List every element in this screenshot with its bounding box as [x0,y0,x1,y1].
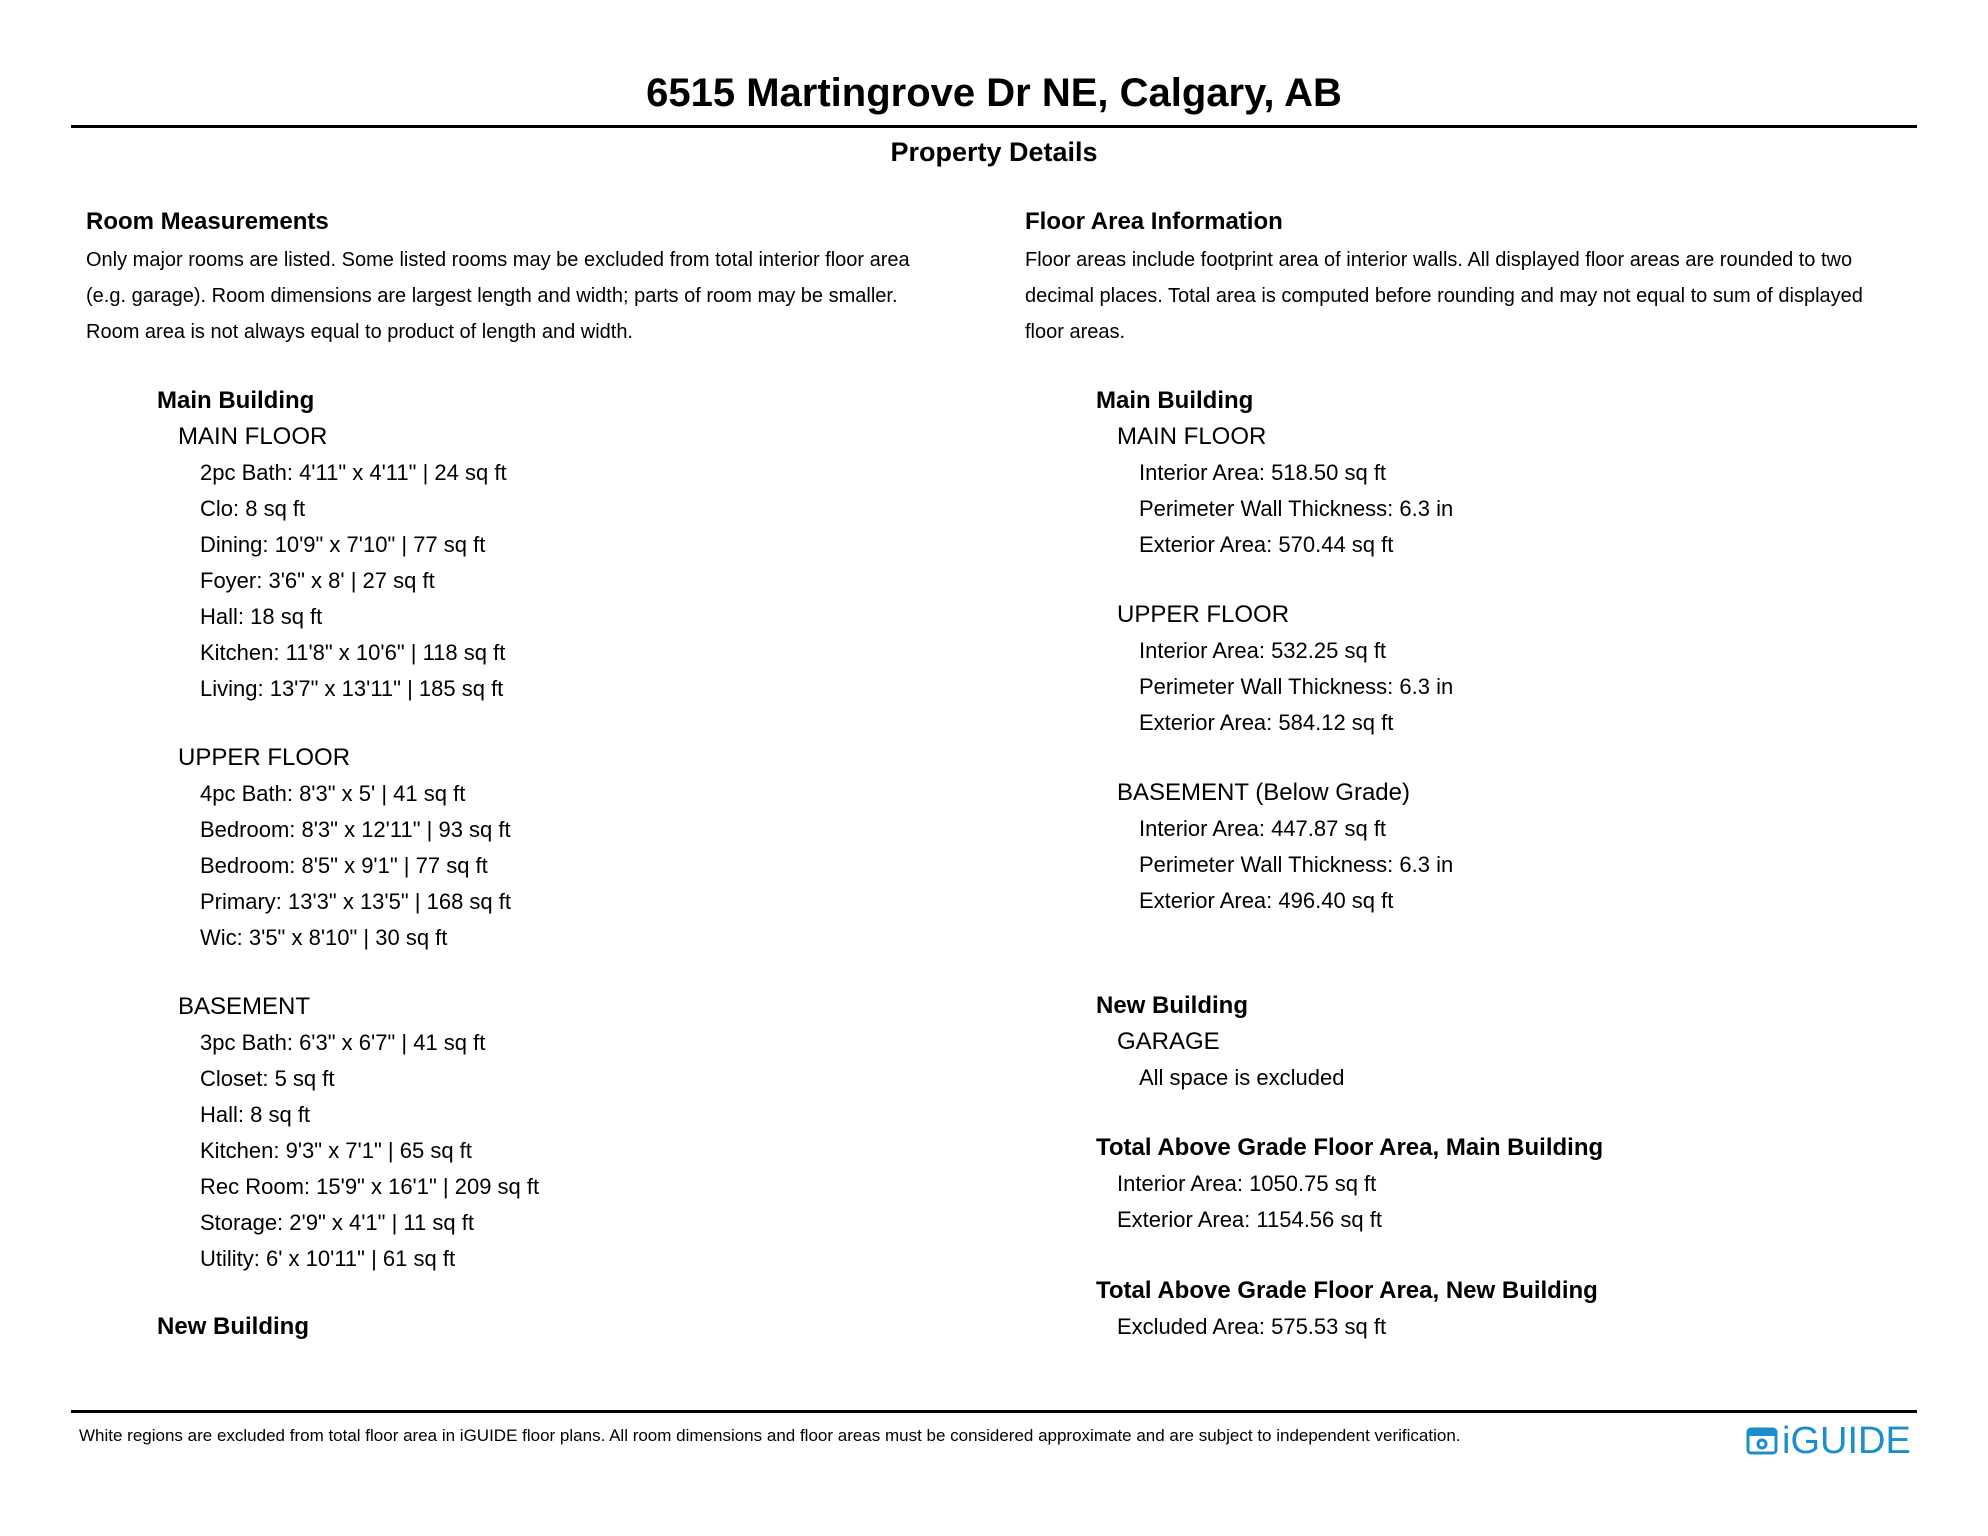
total-new-building-heading: Total Above Grade Floor Area, New Building [1096,1277,1598,1304]
room-measurements-description [86,242,1016,350]
description-line: Floor areas include footprint area of interior walls. All displayed floor areas are rounded to two [1025,249,1853,271]
room-item: Utility: 6' x 10'11" | 61 sq ft [200,1246,456,1271]
page-title: 6515 Martingrove Dr NE, Calgary, AB [646,71,1342,115]
room-item: Kitchen: 9'3" x 7'1" | 65 sq ft [200,1138,472,1163]
area-item: Perimeter Wall Thickness: 6.3 in [1139,674,1454,699]
room-item: Clo: 8 sq ft [200,496,306,521]
floor-area-heading: Floor Area Information [1025,208,1283,235]
floor-label-upper: UPPER FLOOR [178,744,351,771]
area-item: Interior Area: 1050.75 sq ft [1117,1171,1377,1196]
area-item: Exterior Area: 570.44 sq ft [1139,532,1394,557]
floor-label-main: MAIN FLOOR [178,423,328,450]
area-item: Interior Area: 532.25 sq ft [1139,638,1387,663]
new-building-heading: New Building [1096,992,1248,1019]
room-item: Bedroom: 8'5" x 9'1" | 77 sq ft [200,853,488,878]
area-item: Interior Area: 518.50 sq ft [1139,460,1387,485]
area-item: Exterior Area: 584.12 sq ft [1139,710,1394,735]
floor-label-garage: GARAGE [1117,1028,1220,1055]
room-item: Closet: 5 sq ft [200,1066,335,1091]
description-line: (e.g. garage). Room dimensions are largest length and width; parts of room may be smaller. [86,285,898,307]
room-item: 4pc Bath: 8'3" x 5' | 41 sq ft [200,781,466,806]
area-item: Exterior Area: 496.40 sq ft [1139,888,1394,913]
description-line: decimal places. Total area is computed before rounding and may not equal to sum of displayed [1025,285,1863,307]
floor-label-upper: UPPER FLOOR [1117,601,1290,628]
room-item: Wic: 3'5" x 8'10" | 30 sq ft [200,925,448,950]
room-item: Bedroom: 8'3" x 12'11" | 93 sq ft [200,817,511,842]
area-item: Perimeter Wall Thickness: 6.3 in [1139,496,1454,521]
room-item: Living: 13'7" x 13'11" | 185 sq ft [200,676,504,701]
room-item: Storage: 2'9" x 4'1" | 11 sq ft [200,1210,474,1235]
room-item: Primary: 13'3" x 13'5" | 168 sq ft [200,889,511,914]
floor-area-description [1025,242,1955,350]
room-measurements-heading: Room Measurements [86,208,329,235]
room-item: Rec Room: 15'9" x 16'1" | 209 sq ft [200,1174,540,1199]
room-item: 3pc Bath: 6'3" x 6'7" | 41 sq ft [200,1030,486,1055]
floor-label-basement: BASEMENT (Below Grade) [1117,779,1410,806]
floor-label-main: MAIN FLOOR [1117,423,1267,450]
main-building-heading: Main Building [1096,387,1254,414]
description-line: Only major rooms are listed. Some listed rooms may be excluded from total interior floor area [86,249,910,271]
area-item: Perimeter Wall Thickness: 6.3 in [1139,852,1454,877]
iguide-logo [1746,1419,1911,1463]
area-item: Interior Area: 447.87 sq ft [1139,816,1387,841]
floor-label-basement: BASEMENT [178,993,311,1020]
description-line: Room area is not always equal to product of length and width. [86,321,633,343]
footer-disclaimer: White regions are excluded from total floor area in iGUIDE floor plans. All room dimensions and floor areas must be considered approximate and are subject to independent verification. [79,1426,1461,1445]
new-building-heading: New Building [157,1313,309,1340]
page-subtitle: Property Details [890,137,1098,167]
footer-divider [71,1410,1917,1413]
area-item: Exterior Area: 1154.56 sq ft [1117,1207,1382,1232]
main-building-heading: Main Building [157,387,315,414]
room-item: Hall: 18 sq ft [200,604,323,629]
area-item: All space is excluded [1139,1065,1345,1090]
room-item: Foyer: 3'6" x 8' | 27 sq ft [200,568,435,593]
room-item: Dining: 10'9" x 7'10" | 77 sq ft [200,532,486,557]
room-item: 2pc Bath: 4'11" x 4'11" | 24 sq ft [200,460,507,485]
area-item: Excluded Area: 575.53 sq ft [1117,1314,1387,1339]
total-main-building-heading: Total Above Grade Floor Area, Main Building [1096,1134,1604,1161]
iguide-mark-icon [1746,1425,1778,1457]
room-item: Kitchen: 11'8" x 10'6" | 118 sq ft [200,640,506,665]
room-item: Hall: 8 sq ft [200,1102,311,1127]
iguide-logo-text: iGUIDE [1782,1420,1911,1462]
header-divider [71,125,1917,128]
description-line: floor areas. [1025,321,1126,343]
